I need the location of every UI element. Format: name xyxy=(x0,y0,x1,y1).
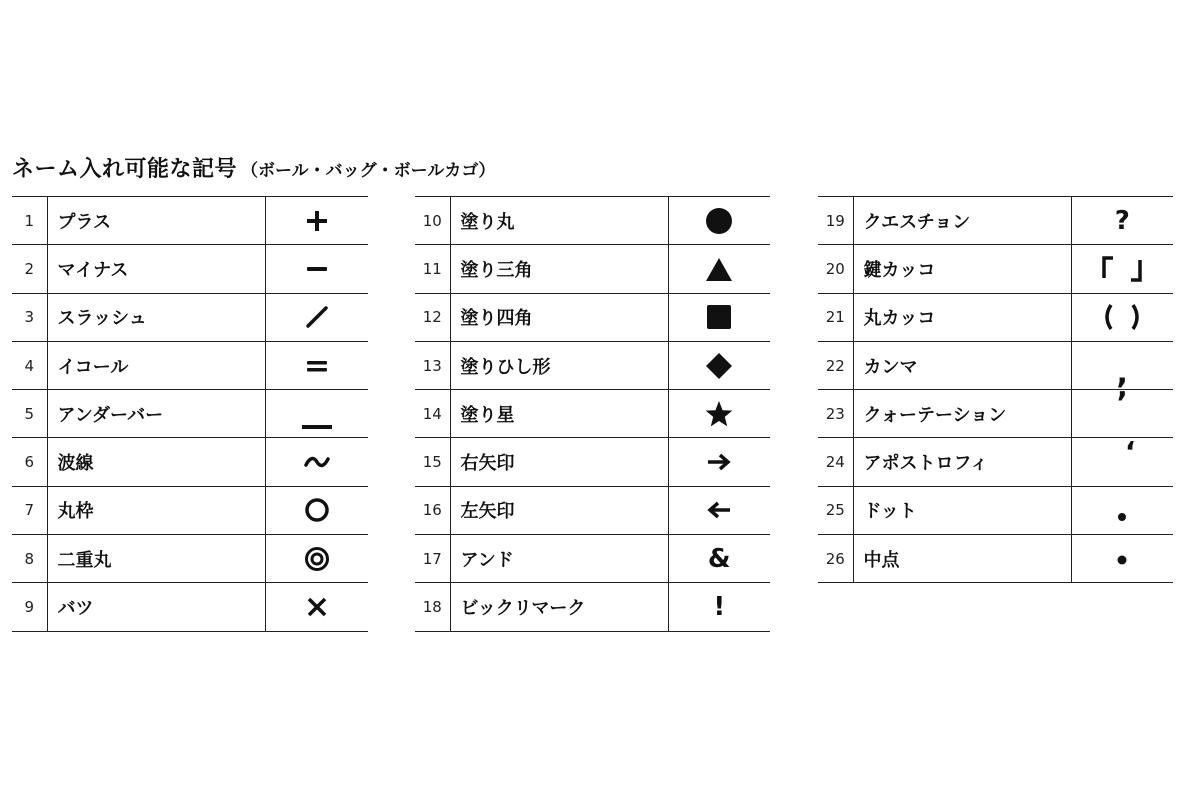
filled-triangle-icon xyxy=(705,258,733,277)
symbol-name: バツ xyxy=(47,583,265,631)
symbol-name: クォーテーション xyxy=(853,390,1071,438)
row-number: 18 xyxy=(415,583,450,631)
table-row xyxy=(818,197,1173,245)
left-arrow-icon xyxy=(706,500,732,519)
row-number: 15 xyxy=(415,438,450,486)
symbol-table-2 xyxy=(415,196,770,632)
title-sub: （ボール・バッグ・ボールカゴ） xyxy=(241,161,496,181)
row-number: 6 xyxy=(12,438,47,486)
question-icon: ? xyxy=(1114,205,1130,236)
row-number: 1 xyxy=(12,197,47,245)
table-row xyxy=(415,535,770,583)
symbol-name: マイナス xyxy=(47,245,265,293)
comma-icon: , xyxy=(1116,355,1128,391)
table-row xyxy=(818,390,1173,438)
symbol-cell xyxy=(1071,293,1173,341)
filled-circle-icon xyxy=(705,210,733,229)
dot-icon xyxy=(1117,507,1127,526)
row-number: 4 xyxy=(12,341,47,389)
symbol-name: 左矢印 xyxy=(450,486,668,534)
underscore-icon xyxy=(301,416,333,435)
row-number: 9 xyxy=(12,583,47,631)
table-row xyxy=(818,293,1173,341)
row-number: 16 xyxy=(415,486,450,534)
table-row xyxy=(12,535,368,583)
apostrophe-icon: ‘ xyxy=(1124,435,1136,469)
table-row xyxy=(415,293,770,341)
symbol-name: カンマ xyxy=(853,341,1071,389)
symbol-cell xyxy=(265,293,368,341)
symbol-cell xyxy=(265,390,368,438)
row-number: 5 xyxy=(12,390,47,438)
symbol-table-3 xyxy=(818,196,1173,583)
row-number: 13 xyxy=(415,341,450,389)
symbol-cell xyxy=(1071,341,1173,389)
table-row xyxy=(12,438,368,486)
table-row xyxy=(12,245,368,293)
ampersand-icon: & xyxy=(707,543,731,574)
symbol-name: 二重丸 xyxy=(47,535,265,583)
symbol-name: アンダーバー xyxy=(47,390,265,438)
row-number: 7 xyxy=(12,486,47,534)
row-number: 20 xyxy=(818,245,853,293)
symbol-cell xyxy=(668,341,770,389)
symbol-name: クエスチョン xyxy=(853,197,1071,245)
table-row xyxy=(12,390,368,438)
symbol-name: 丸カッコ xyxy=(853,293,1071,341)
row-number: 21 xyxy=(818,293,853,341)
table-row xyxy=(415,438,770,486)
plus-icon xyxy=(305,210,329,229)
parentheses-icon xyxy=(1101,307,1143,326)
symbol-name: アポストロフィ xyxy=(853,438,1071,486)
symbol-name: 中点 xyxy=(853,535,1071,583)
title-main: ネーム入れ可能な記号 xyxy=(12,157,238,182)
symbol-name: 塗り星 xyxy=(450,390,668,438)
table-row xyxy=(818,535,1173,583)
symbol-cell xyxy=(265,197,368,245)
table-row xyxy=(12,197,368,245)
table-row xyxy=(818,438,1173,486)
symbol-name: 塗りひし形 xyxy=(450,341,668,389)
symbol-cell xyxy=(1071,197,1173,245)
symbol-cell xyxy=(668,583,770,631)
table-row xyxy=(12,486,368,534)
row-number: 10 xyxy=(415,197,450,245)
tilde-icon xyxy=(303,452,331,471)
middle-dot-icon xyxy=(1117,549,1127,568)
filled-square-icon xyxy=(706,307,732,326)
table-row xyxy=(12,293,368,341)
symbol-name: 波線 xyxy=(47,438,265,486)
symbol-cell xyxy=(668,245,770,293)
symbol-name: 塗り四角 xyxy=(450,293,668,341)
right-arrow-icon xyxy=(706,452,732,471)
row-number: 23 xyxy=(818,390,853,438)
symbol-cell xyxy=(1071,435,1173,486)
symbol-table-1 xyxy=(12,196,368,632)
symbol-name: アンド xyxy=(450,535,668,583)
symbol-cell xyxy=(265,438,368,486)
symbol-cell xyxy=(668,390,770,438)
cross-icon xyxy=(305,597,329,616)
table-row xyxy=(415,245,770,293)
symbol-cell xyxy=(668,197,770,245)
symbol-cell xyxy=(265,583,368,631)
table-row xyxy=(12,583,368,631)
double-circle-icon xyxy=(304,548,330,567)
filled-star-icon xyxy=(705,403,733,422)
row-number: 3 xyxy=(12,293,47,341)
equals-icon xyxy=(305,355,329,374)
symbol-cell xyxy=(1071,245,1173,293)
row-number: 12 xyxy=(415,293,450,341)
symbol-cell xyxy=(668,535,770,583)
symbol-cell xyxy=(668,438,770,486)
symbol-cell xyxy=(668,486,770,534)
symbol-name: ビックリマーク xyxy=(450,583,668,631)
row-number: 25 xyxy=(818,486,853,534)
symbol-cell xyxy=(668,293,770,341)
symbol-name: 塗り丸 xyxy=(450,197,668,245)
symbol-cell xyxy=(265,341,368,389)
symbol-name: 塗り三角 xyxy=(450,245,668,293)
table-row xyxy=(818,486,1173,534)
symbol-name: プラス xyxy=(47,197,265,245)
row-number: 17 xyxy=(415,535,450,583)
row-number: 24 xyxy=(818,438,853,486)
symbol-cell xyxy=(265,245,368,293)
table-row xyxy=(415,486,770,534)
symbol-cell xyxy=(1071,385,1173,438)
corner-brackets-icon xyxy=(1099,258,1145,277)
row-number: 11 xyxy=(415,245,450,293)
circle-outline-icon xyxy=(304,500,330,519)
table-row xyxy=(415,390,770,438)
row-number: 8 xyxy=(12,535,47,583)
table-row xyxy=(415,341,770,389)
minus-icon xyxy=(305,258,329,277)
slash-icon xyxy=(304,307,330,326)
symbol-cell xyxy=(265,535,368,583)
table-row xyxy=(818,245,1173,293)
row-number: 26 xyxy=(818,535,853,583)
symbol-name: 右矢印 xyxy=(450,438,668,486)
symbol-name: イコール xyxy=(47,341,265,389)
table-row xyxy=(12,341,368,389)
symbol-name: ドット xyxy=(853,486,1071,534)
filled-diamond-icon xyxy=(705,355,733,374)
symbol-cell xyxy=(1071,535,1173,583)
table-row xyxy=(415,197,770,245)
symbol-cell xyxy=(1071,486,1173,534)
symbol-cell xyxy=(265,486,368,534)
table-row xyxy=(415,583,770,631)
row-number: 14 xyxy=(415,390,450,438)
symbol-name: 丸枠 xyxy=(47,486,265,534)
row-number: 22 xyxy=(818,341,853,389)
row-number: 19 xyxy=(818,197,853,245)
symbol-name: 鍵カッコ xyxy=(853,245,1071,293)
table-row xyxy=(818,341,1173,389)
symbol-name: スラッシュ xyxy=(47,293,265,341)
quotation-icon: ’ xyxy=(1116,385,1128,421)
exclamation-icon: ! xyxy=(713,592,726,623)
page-title xyxy=(12,152,495,183)
row-number: 2 xyxy=(12,245,47,293)
